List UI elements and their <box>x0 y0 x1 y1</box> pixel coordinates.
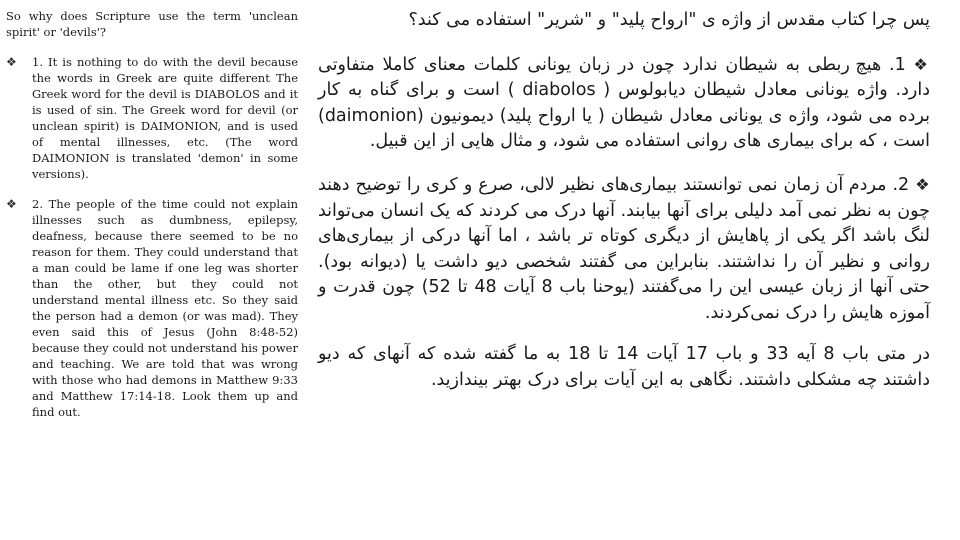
persian-column <box>318 8 930 393</box>
persian-point-1 <box>318 52 930 155</box>
diamond-bullet-icon: ❖ <box>915 175 930 194</box>
diamond-bullet-icon: ❖ <box>6 197 17 211</box>
english-point-1 <box>6 54 298 182</box>
persian-point-number: 2. <box>892 175 910 195</box>
english-point-text: 1. It is nothing to do with the devil because the words in Greek are quite different The Greek word for the devil is DIABOLOS and it is used of sin. The Greek word for devil (or unclean spirit) is DAIMONION, and is used of mental illnesses, etc. (The word DAIMONION is translated 'demon' in some versions). <box>32 55 298 181</box>
english-point-text: 2. The people of the time could not explain illnesses such as dumbness, epilepsy, deafness, because there seemed to be no reason for them. They could understand that a man could be lame if one leg was shorter than the other, but they could not understand mental illness etc. So they said the person had a demon (or was mad). They even said this of Jesus (John 8:48-52) because they could not understand his power and teaching. We are told that was wrong with those who had demons in Matthew 9:33 and Matthew 17:14-18. Look them up and find out. <box>32 197 298 419</box>
persian-last-paragraph: در متی باب 8 آیه 33 و باب 17 آیات 14 تا 18 به ما گفته شده که آنهای که دیو داشتند چه مشکلی داشتند. نگاهی به این آیات برای درک بهتر بیندازید. <box>318 344 930 390</box>
english-point-2 <box>6 196 298 420</box>
persian-point-text: مردم آن زمان نمی توانستند بیماری‌های نظیر لالی، صرع و کری را توضیح دهند چون به نظر نمی آمد دلیلی برای آنها بیابند. آنها درک می کردند که یک انسان می‌تواند لنگ باشد اگر یکی از پاهایش از دیگری کوتاه تر باشد ، اما آنها درکی از بیماری‌های روانی و نظیر آن را نداشتند. بنابراین می گفتند شخصی دیو داشت یا (دیوانه بود). حتی آنها از زبان عیسی این را می‌گفتند (یوحنا باب 8 آیات 48 تا 52) چون قدرت و آموزه هایش را درک نمی‌کردند. <box>318 175 930 323</box>
diamond-bullet-icon: ❖ <box>6 55 17 69</box>
persian-title: پس چرا کتاب مقدس از واژه ی "ارواح پلید" و "شریر" استفاده می کند؟ <box>408 10 930 30</box>
persian-point-number: 1. <box>888 54 906 75</box>
english-column <box>6 8 298 434</box>
persian-point-2 <box>318 172 930 326</box>
english-title: So why does Scripture use the term 'unclean spirit' or 'devils'? <box>6 9 298 39</box>
diamond-bullet-icon: ❖ <box>913 54 930 74</box>
persian-point-text: هیچ ربطی به شیطان ندارد چون در زبان یونانی کلمات معنای کاملا متفاوتی دارد. واژه یونانی معادل شیطان دیابولوس ( diabolos ) است و برای گناه به کار برده می شود، واژه ی یونانی معادل شیطان ( یا ارواح پلید) دیمونیون (daimonion) است ، که برای بیماری های روانی استفاده می شود، و مثال هایی از این قبیل. <box>318 54 930 151</box>
